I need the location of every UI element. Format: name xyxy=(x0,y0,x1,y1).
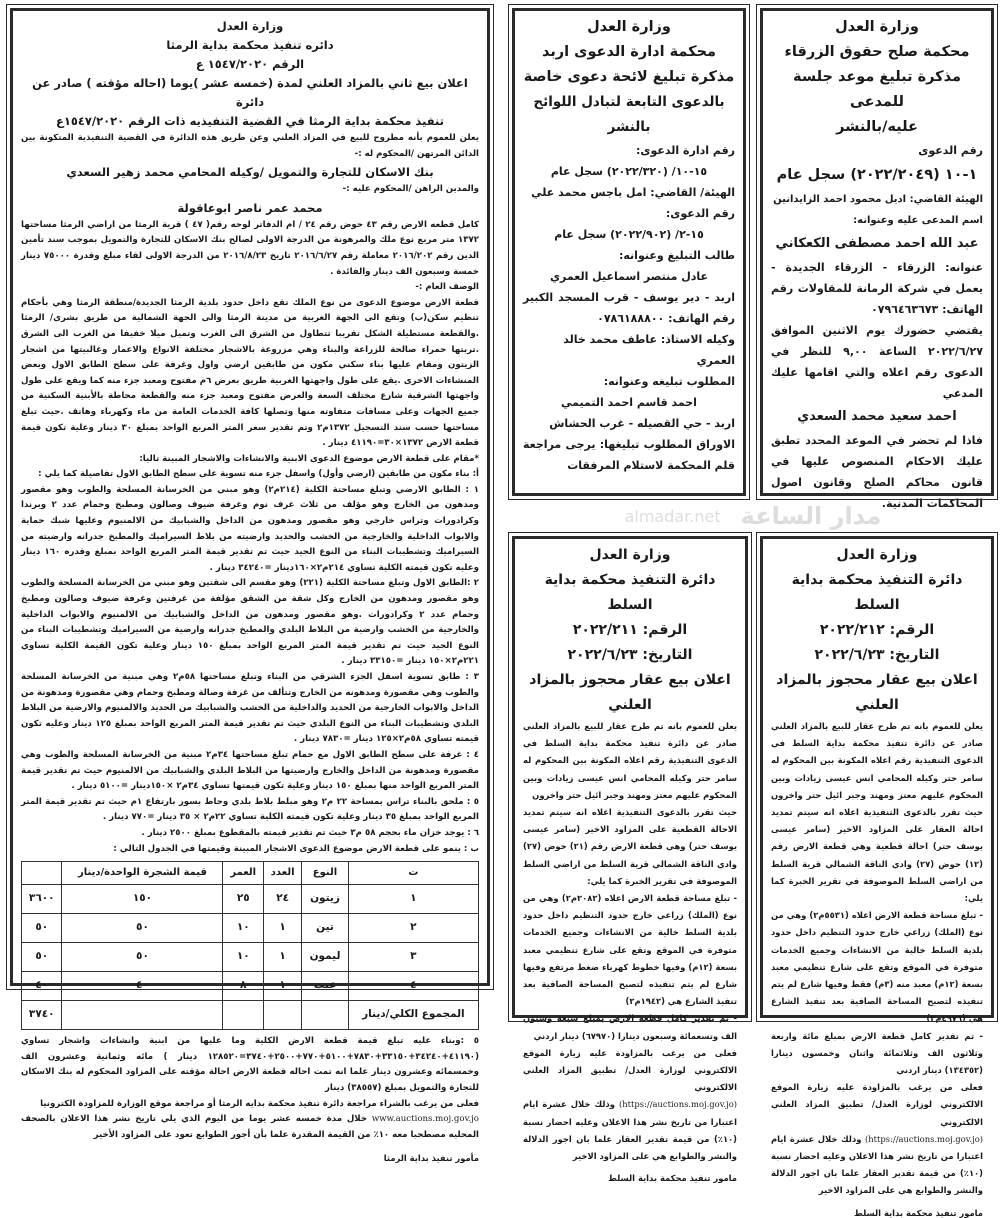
cell: ٥٠ xyxy=(62,943,223,972)
body-text: - تبلغ مساحة قطعة الارض اعلاه (٥٥٣١م٢) وهي من نوع (الملك) زراعي خارج حدود التنظيم داخل حدود بلدية السلط خالية من الانشاءات وجميع الخدمات متوفرة في الموقع وتقع على شارع تنظيمي معبد بسعة (١٢م) معبد منه (٣م) فقط وفيها شارع لم يتم تنفيذه لتصبح المساحة الصافية بعد تنفيذ الشارع هي (٤٩٧٦م٢) xyxy=(771,910,983,1024)
buildings-label: *مقام على قطعة الارض موضوع الدعوى الابنية والانشاءات والاشجار المبينة تاليا: xyxy=(139,453,479,464)
case-label: رقم الدعوى: xyxy=(665,207,735,220)
notice-title: اعلان بيع عقار محجوز بالمزاد العلني xyxy=(776,672,978,713)
court-heading: محكمة ادارة الدعوى اربد xyxy=(541,44,717,60)
cell: ليمون xyxy=(302,943,348,972)
hearing-text: يقتضي حضورك يوم الاثنين الموافق ٢٠٢٢/٦/٢٧ الساعة ٩,٠٠ للنظر في الدعوى رقم اعلاه والتي اقامها عليك المدعي xyxy=(771,324,983,400)
col-header xyxy=(22,862,62,885)
col-header: العمر xyxy=(223,862,264,885)
auction-url[interactable]: www.auctions.moj.gov.jo xyxy=(371,1114,479,1125)
case-number: ١٥-٢/ (٢٠٢٢/٩٠٢) سجل عام xyxy=(554,228,704,241)
body-text: - تبلغ مساحة قطعة الارض اعلاه (٢٠٨٢م٢) وهي من نوع (الملك) زراعي خارج حدود التنظيم داخل حدود بلدية السلط خالية من الانشاءات وجميع الخدمات متوفرة في الموقع وتقع على شارع تنظيمي معبد بسعة (١٢م) وفيها خطوط كهرباء ضغط مرتفع وفيها شارع لم يتم تنفيذه لتصبح المساحة الصافية بعد تنفيذ الشارع هي (١٩٤٢م٢) xyxy=(523,893,737,1007)
debtor-label: والمدين الراهن /المحكوم عليه :- xyxy=(342,184,479,195)
case-admin-label: رقم ادارة الدعوى: xyxy=(636,144,735,157)
cell: ٤٠ xyxy=(22,972,62,1001)
cell: ١ xyxy=(348,885,478,914)
trees-label: ب : ينمو على قطعة الارض موضوع الدعوى الاشجار المبينة وقيمتها في الجدول التالي : xyxy=(113,843,479,854)
cell: ١٠ xyxy=(223,943,264,972)
auction-url[interactable]: (https://auctions.moj.gov.jo) xyxy=(865,1133,983,1144)
total-value: ٣٧٤٠ xyxy=(22,1001,62,1030)
cell: ٢ xyxy=(348,914,478,943)
cell: ٢٤ xyxy=(264,885,302,914)
plot-description: كامل قطعه الارض رقم ٤٣ حوض رقم ٢٤ / ام الدفاتر لوحه رقم( ٤٧ ) قرية الرمثا من اراضي الرمثا مساحتها ١٣٧٢ متر مربع نوع ملك والمرهونة من الدرجة الاولى لصالح بنك الاسكان للتجارة والتمويل بموجب سند تأمين الدين رقم ٢٠١٦/٢٠٢ معاملة رقم ٢٠١٦/٦/٢٧ تاريخ ٢٠١٦/٨/٢٣ من الدرجة الاولى لقاء مبلغ وقدرة ٧٥٠٠٠ دينار خمسة وسبعون الف دينار والفائدة . xyxy=(21,219,479,277)
body-text: وذلك خلال عشرة ايام اعتبارا من تاريخ نشر هذا الاعلان وعليه احضار نسبة (١٠٪) من قيمة تقدير العقار علما بان اجور الدلالة والنشر والطوابع هي على المزاود الاخير xyxy=(771,1133,983,1196)
ministry-heading: وزارة العدل xyxy=(589,547,671,563)
judge: الهيئة القاضي: اديل محمود احمد الزايدانين xyxy=(773,194,983,205)
cell: ٥٠ xyxy=(22,943,62,972)
department-heading: دائرة التنفيذ محكمة بداية السلط xyxy=(544,572,716,613)
ministry-heading: وزارة العدل xyxy=(216,19,284,33)
cell: ٨ xyxy=(223,972,264,1001)
applicant-address: اربد - دير يوسف - قرب المسجد الكبير رقم الهاتف: ٠٧٨٦١٨٨٨٠٠ xyxy=(523,291,735,325)
cell: ١ xyxy=(264,914,302,943)
notice-number: الرقم ١٥٤٧/٢٠٢٠ ع xyxy=(195,57,305,71)
body-text: - تم تقدير كامل قطعة الارض بمبلغ مائة واربعة وثلاثون الف وثلاثمائة واثنان وخمسون دينارا (١٣٤٣٥٢) دينار اردني xyxy=(771,1030,983,1076)
body-text: يعلن للعموم بانه تم طرح عقار للبيع بالمزاد العلني صادر عن دائرة تنفيذ محكمة بداية السلط في الدعوى التنفيذية رقم اعلاه المكونة بين المحكوم له سامر حتر وكيله المحامي انس عيسى زيادات وبين المحكوم عليهم معتز ومهند وجبر ائيل حتر واخرون حيث تقرر بالدعوى التنفيذية اعلاه انه سيتم تمديد احالة العقار على المزاود الاخير (سامر عيسى يوسف حتر) احالة قطعية وهي قطعة الارض رقم (١٢) حوض (٢٧) وادي الناقة الشمالي قرية السلط من اراضي السلط الموصوفة في تقرير الخبرة كما يلي: xyxy=(771,721,983,904)
notice-title: مذكرة تبليغ موعد جلسة للمدعى xyxy=(793,69,961,110)
defendant-address: عنوانه: الزرقاء - الزرقاء الجديدة - يعمل في شركة الرمانة للمقاولات رقم الهاتف: ٠٧٩٦٤٦٣٦٧٣ xyxy=(771,261,983,316)
notice-title: مذكرة تبليغ لائحة دعوى خاصة xyxy=(523,69,735,85)
judge: الهيئة/ القاضي: امل باجس محمد علي xyxy=(531,186,735,199)
table-row xyxy=(22,914,479,943)
body-text: فعلى من يرغب بالمزاودة عليه زيارة الموقع الالكتروني لوزارة العدل/ تطبيق المزاد العلني الالكتروني xyxy=(771,1082,983,1127)
plaintiff-name: احمد سعيد محمد السعدي xyxy=(797,409,957,424)
table-row xyxy=(22,885,479,914)
item: ١ : الطابق الارضي وتبلغ مساحتة الكلية (٢١٤م٢) وهو مبني من الخرسانة المسلحة والطوب وهو مقصور ومدهون من الخارج وهو مؤلف من ثلاث غرف نوم وغرفة ضيوف وصالون ومطبخ وحمام عدد ٢ وبرندا وكرادورات وتراس خارجي وهو مقصور ومدهون من الداخل والشبابيك من الالمنيوم وعليها شبك حماية والابواب الداخلية والخارجية من الخشب والحديد وارضيته من بلاط السيراميك والمطبخ جدرانه وارضيته من السيراميك وتشطيبات البناء من النوع الجيد حيث تم تقدير قيمة المتر المربع الواحد بمبلغ وقدره ١٦٠ دينار وعليه تكون قيمته الكلية تساوي ٢١٤م٢×١٦٠دينار =٣٤٢٤٠ دينار . xyxy=(21,484,480,573)
cell: ٥٠ xyxy=(62,914,223,943)
cell: زيتون xyxy=(302,885,348,914)
cell: ١ xyxy=(264,972,302,1001)
notice-title-2: بالدعوى التابعة لتبادل اللوائح بالنشر xyxy=(533,94,725,135)
ministry-heading: وزارة العدل xyxy=(836,547,918,563)
col-header: العدد xyxy=(264,862,302,885)
salt-auction-notice-211 xyxy=(512,536,748,1184)
notice-title-2: تنفيذ محكمة بداية الرمثا في القضية التنفيذيه ذات الرقم ١٥٤٧/٢٠٢٠ع xyxy=(55,114,445,128)
closing-text: فعلى من يرغب بالشراء مراجعة دائرة تنفيذ محكمة بدايه الرمثا أو مراجعة موقع الوزارة للمزاودة الكترونيا xyxy=(40,1098,479,1109)
lawyer: وكيله الاستاذ: عاطف محمد خالد العمري xyxy=(563,333,735,367)
trees-table xyxy=(21,861,479,1030)
case-label: رقم الدعوى xyxy=(918,144,983,157)
department-heading: دائرة التنفيذ محكمة بداية السلط xyxy=(791,572,963,613)
item: ٣ : طابق تسوية اسفل الجزء الشرقي من البناء وتبلغ مساحتها ٥٨م٢ وهي مبنية من الخرسانة المسلحة والطوب وهي مقصورة ومدهونه من الخارج وتتألف من غرفة وصالة ومطبخ وحمام وهي مقصورة ومدهونة من الداخل والابواب الخارجية من الحديد والداخلية من الخشب والشبابيك من الحديد والالمنيوم والارضية من البلاط البلدي وتشطيبات البناء من النوع البلدي حيث تم تقدير قيمة المتر المربع الواحد بمبلغ ١٢٥ دينار وعليه تكون قيمته تساوي ٥٨م٢×١٢٥ دينار =٧٨٣٠ دينار . xyxy=(21,672,479,745)
watermark: مدار الساعة xyxy=(740,502,882,530)
cell: ٢٥ xyxy=(223,885,264,914)
body-text: يعلن للعموم بانه تم طرح عقار للبيع بالمزاد العلني صادر عن دائرة تنفيذ محكمة بداية السلط في الدعوى التنفيذية رقم اعلاه المكونة بين المحكوم له سامر حتر وكيله المحامي انس عيسى زيادات وبين المحكوم عليهم معتز ومهند وجبر ائيل حتر واخرون xyxy=(523,721,737,800)
col-header: ت xyxy=(348,862,478,885)
notice-number: الرقم: ٢٠٢٢/٢١١ xyxy=(572,622,688,638)
defendant-label: اسم المدعى عليه وعنوانه: xyxy=(853,215,983,226)
cell: عنب xyxy=(302,972,348,1001)
table-header-row xyxy=(22,862,479,885)
total-label: المجموع الكلي/دينار xyxy=(348,1001,478,1030)
court-heading: محكمة صلح حقوق الزرقاء xyxy=(784,44,970,60)
closing-text-2: خلال مدة خمسه عشر يوما من اليوم الذي يلي تاريخ نشر هذا الاعلان بالصحف المحليه مصطحبا معه ١٠٪ من القيمة المقدرة علما بأن أجور الطوابع تعود على المزاود الأخير xyxy=(21,1114,479,1140)
department-heading: دائره تنفيذ محكمة بداية الرمثا xyxy=(166,38,334,52)
item: ٦ : يوجد خزان ماء بحجم ٥٨ م٣ حيث تم تقدير قيمته بالمقطوع بمبلغ ٢٥٠٠ دينار . xyxy=(141,827,479,838)
item: ٢ :الطابق الاول وتبلغ مساحتة الكلية (٢٢١) وهو مقسم الى شقتين وهو مبني من الخرسانة المسلحة والطوب وهو مقصور ومدهون من الخارج وكل شقة من الشقق مؤلفة من غرفتين وغرفة ضيوف وصالون ومطبخ وحمام عدد ٢ وكرادورات .وهو مقصور ومدهون من الداخل والشبابيك من الالمنيوم والابواب الداخلية والخارجية من الخشب وارضية من البلاط البلدي والمطبخ جدرانه وارضية من السيراميك وتشطيبات البناء من النوع الجيد حيث تم تقدير قيمة المتر المربع الواحد بمبلغ ١٥٠ دينار وعلية تكون القيمة الكلية تساوي ٢٢١م٢×١٥٠ دينار =٣٣١٥٠ دينار . xyxy=(21,578,479,667)
cell: ٣ xyxy=(348,943,478,972)
table-row xyxy=(22,972,479,1001)
notice-number: الرقم: ٢٠٢٢/٢١٢ xyxy=(819,622,935,638)
cell: ١٥٠ xyxy=(62,885,223,914)
applicant-label: طالب التبليغ وعنوانه: xyxy=(618,249,735,262)
table-total-row xyxy=(22,1001,479,1030)
auction-url[interactable]: (https://auctions.moj.gov.jo) xyxy=(619,1099,737,1110)
zarqa-court-notice xyxy=(760,8,994,510)
respondent-name: احمد قاسم احمد التميمي xyxy=(561,396,697,409)
item: ٥ : ملحق بالبناء تراس بمساحة ٢٢ م٢ وهو مبلط بلاط بلدي وحاط بسور بارتفاع ١م حيث تم تقدير قيمة المتر المربع الواحد بمبلغ ٣٥ دينار وعلية تكون قيمته الكلية تساوي ٢٢م٢ × ٣٥ دينار =٧٧٠ دينار . xyxy=(21,796,479,823)
cell: ٤٠ xyxy=(62,972,223,1001)
respondent-label: المطلوب تبليغه وعنوانه: xyxy=(603,375,735,388)
defendant-name: عبد الله احمد مصطفى الكعكاني xyxy=(775,236,979,251)
ministry-heading: وزارة العدل xyxy=(835,19,919,35)
body-text: - تم تقدير كامل قطعة الارض بمبلغ سبعة وستون الف وتسعمائة وسبعون دينارا (٦٧٩٧٠) دينار اردني xyxy=(523,1013,737,1041)
general-description: قطعة الارض موضوع الدعوى من نوع الملك تقع داخل حدود بلدية الرمثا الجديدة/منطقة الرمثا وهي بأحكام تنظيم سكن(ب) وتقع الى الجهة الغربية من مدينة الرمثا والى الجهة الشمالية من طريق بشرى/ الرمثا .والقطعة مستطيلة الشكل تقريبا تتطاول من الشرق الى الغرب وتميل ميلا خفيفا من الغرب الى الشرق .تربتها حمراء صالحة للزراعة والبناء وهي مزروعة بالاشجار مختلفة الانواع والاعمار وغالبيتها من اشجار الزيتون ومقام عليها بناء سكني مكون من طابقين ارضي واول وغرفة على سطح الطابق الاول وبعض المنشاءات الاخرى .يقع على طول واجهتها الغربية طريق بعرض ٦م مفتوح ومعبد جزء منه كما ويقع على طول واجهتها الشرقية شارع مختلف السعة والعرض مفتوح ومعبد جزء منه والقطعة محاطة بالأبنية السكنية من جميع الجهات وعلى مسافات متفاوته منها وتصلها كافة الخدمات العامة من ماء وكهرباء وهاتف .حيث تبلغ مساحتها حسب سند التسجيل ١٣٧٢م٢ وتم تقدير سعر المتر المربع الواحد بمبلغ ٣٠ دينار وعلية تكون قيمة قطعة الارض ١٣٧٢×٣٠=٤١١٩٠ دينار . xyxy=(21,297,479,449)
notice-title: اعلان بيع ثاني بالمزاد العلني لمدة (خمسه عشر )يوما (احاله مؤقته ) صادر عن دائرة xyxy=(32,76,468,109)
col-header: النوع xyxy=(302,862,348,885)
col-header: قيمة الشجرة الواحدة/دينار xyxy=(62,862,223,885)
cell: ٣٦٠٠ xyxy=(22,885,62,914)
notice-date: التاريخ: ٢٠٢٢/٦/٢٣ xyxy=(814,647,940,663)
ministry-heading: وزارة العدل xyxy=(587,19,671,35)
signature: مأمور تنفيذ بداية الرمثا xyxy=(383,1153,479,1164)
notice-title-2: عليه/بالنشر xyxy=(836,119,918,135)
table-row xyxy=(22,943,479,972)
intro-text: يعلن للعموم بأنه مطروح للبيع في المزاد العلني وعن طريق هذه الدائرة في القضية التنفيذية المتكونة بين الدائن المرتهن /المحكوم له :- xyxy=(21,133,479,159)
case-number: ١-١٠ (٢٠٢٢/٢٠٤٩) سجل عام xyxy=(776,167,978,183)
signature: مامور تنفيذ محكمة بداية السلط xyxy=(854,1207,983,1218)
building-a: أ: بناء مكون من طابقين (ارضي وأول) واسفل جزء منه تسوية على سطح الطابق الاول تفاصيلة كما يلي : xyxy=(38,469,479,480)
body-text: حيث تقرر بالدعوى التنفيذية اعلاه انه سيتم تمديد الاحالة القطعية على المزاود الاخير (سامر عيسى يوسف حتر) وهي قطعة الارض رقم (٢١) حوض (٢٧) وادي الناقة الشمالي قرية السلط من اراضي السلط الموصوفة في تقرير الخبرة كما يلي: xyxy=(523,807,738,886)
ramtha-auction-notice xyxy=(10,8,490,1164)
item: ٤ : غرفة على سطح الطابق الاول مع حمام تبلغ مساحتها ٣٤م٢ مبنية من الخرسانة المسلحة والطوب وهي مقصورة ومدهونة من الداخل والخارج وارضيتها من البلاط البلدي والشبابيك من الالمنيوم حيث تم تقدير قيمة المتر المربع الواحد منها بمبلغ ١٥٠ دينار وعلية تكون قيمتها تساوي ٣٤م٢ ×١٥٠دينار =٥١٠٠ دينار . xyxy=(21,749,479,792)
cell: ١٠ xyxy=(223,914,264,943)
documents-note: الاوراق المطلوب تبليغها: يرجى مراجعة قلم المحكمة لاستلام المرفقات xyxy=(523,438,735,472)
summary-text: ٥ :وبناء عليه تبلغ قيمة قطعة الارض الكلية وما عليها من ابنية وانشاءات واشجار تساوي (٤١١٩٠+٣٤٢٤٠+٣٣١٥٠+٧٨٣٠+٥١٠٠+٧٧٠+٢٥٠٠+٣٧٤٠=١٢٨٥٢٠ دينار ) مائه وثمانية وعشرون الف وخمسمائه وعشرون دينار علما انه تمت احاله قطعة الارض احالة مؤقته على المزاود المحكوم له بنك الاسكان للتجارة والتمويل بمبلغ (٣٨٥٥٧) دينار xyxy=(21,1036,479,1093)
body-text: وذلك خلال عشرة ايام اعتبارا من تاريخ نشر هذا الاعلان وعليه احضار نسبة (١٠٪) من قيمة تقدير العقار علما بان اجور الدلالة والنشر والطوابع هي على المزاود الاخير xyxy=(523,1099,737,1162)
signature: مامور تنفيذ محكمة بداية السلط xyxy=(608,1173,737,1184)
notice-title: اعلان بيع عقار محجوز بالمزاد العلني xyxy=(529,672,731,713)
cell: ٤ xyxy=(348,972,478,1001)
cell: ٥٠ xyxy=(22,914,62,943)
irbid-court-notice xyxy=(512,8,746,496)
respondent-address: اربد - حي القصيله - غرب الحشاش xyxy=(549,417,735,430)
cell: ١ xyxy=(264,943,302,972)
applicant-name: عادل منتصر اسماعيل العمري xyxy=(549,270,709,283)
salt-auction-notice-212 xyxy=(760,536,994,1218)
case-admin-number: ١٥-١٠/ (٢٠٢٢/٣٢٠) سجل عام xyxy=(550,165,708,178)
body-text: فعلى من يرغب بالمزاودة عليه زيارة الموقع الالكتروني لوزارة العدل/ تطبيق المزاد العلني الالكتروني xyxy=(523,1047,737,1093)
warning-text: فاذا لم تحضر في الموعد المحدد تطبق عليك الاحكام المنصوص عليها في قانون محاكم الصلح وقانون اصول المحاكمات المدنية. xyxy=(771,434,983,510)
creditor-name: بنك الاسكان للتجارة والتمويل /وكيله المحامي محمد زهير السعدي xyxy=(66,165,434,180)
watermark-url: almadar.net xyxy=(624,506,721,526)
notice-date: التاريخ: ٢٠٢٢/٦/٢٣ xyxy=(567,647,693,663)
cell: تين xyxy=(302,914,348,943)
debtor-name: محمد عمر ناصر ابوعاقولة xyxy=(177,200,323,215)
general-desc-label: الوصف العام :- xyxy=(415,282,479,293)
